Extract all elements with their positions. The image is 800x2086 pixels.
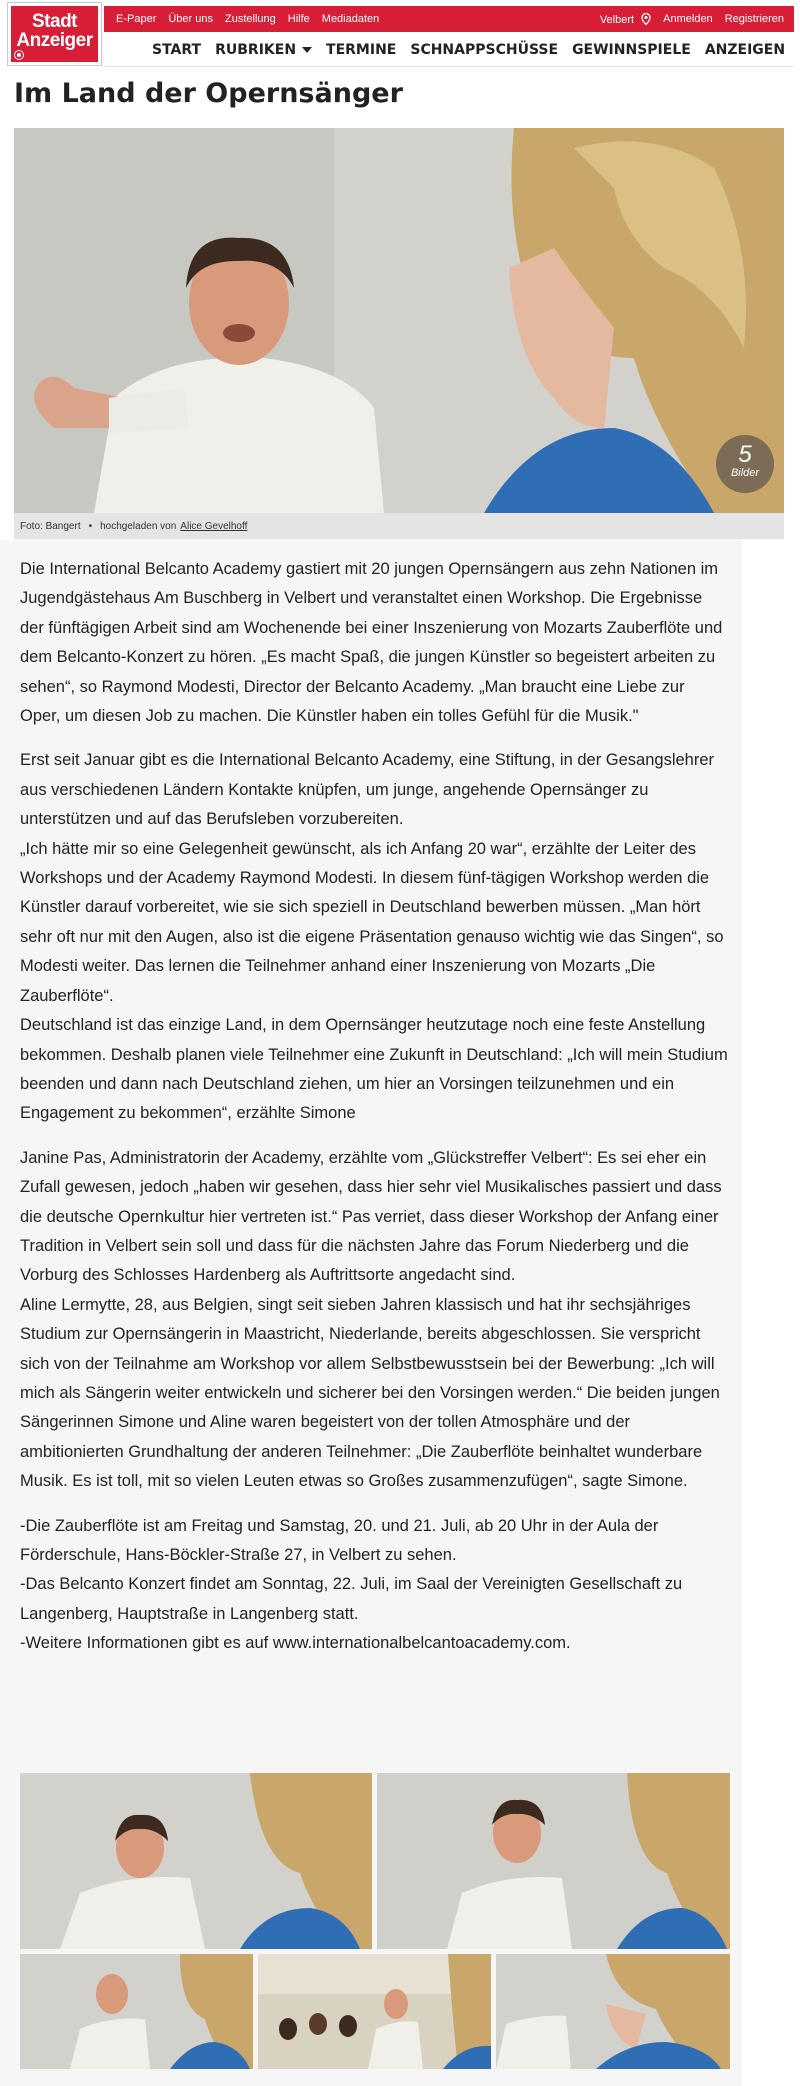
nav-item-schnappschuesse[interactable]: SCHNAPPSCHÜSSE bbox=[410, 41, 559, 58]
login-link[interactable]: Anmelden bbox=[663, 13, 713, 25]
image-caption bbox=[14, 513, 784, 539]
uploader-link[interactable]: Alice Gevelhoff bbox=[180, 520, 248, 532]
article-paragraph-2: Erst seit Januar gibt es die International Belcanto Academy, eine Stiftung, in der Gesangslehrer aus verschiedenen Ländern Kontakte knüpfen, um junge, angehende Opernsänger zu unterstützen und auf das Berufsleben vorzubereiten. „Ich hätte mir so eine Gelegenheit gewünscht, als ich Anfang 20 war“, erzählte der Leiter des Workshops und der Academy Raymond Modesti. In diesem fünf-tägigen Workshop werden die Künstler darauf vorbereitet, wie sie sich speziell in Deutschland bewerben müssen. „Man hört sehr oft nur mit den Augen, also ist die eigene Präsentation genauso wichtig wie das Singen“, so Modesti weiter. Das lernen die Teilnehmer anhand einer Inszenierung von Mozarts „Die Zauberflöte“. Deutschland ist das einzige Land, in dem Opernsänger heutzutage noch eine feste Anstellung bekommen. Deshalb planen viele Teilnehmer eine Zukunft in Deutschland: „Ich will mein Studium beenden und dann nach Deutschland ziehen, um hier an Vorsingen teilzunehmen und ein Engagement zu bekommen“, erzählte Simone bbox=[20, 751, 728, 1123]
gallery-thumb-1[interactable] bbox=[20, 1773, 372, 1949]
article-paragraph-1: Die International Belcanto Academy gastiert mit 20 jungen Opernsängern aus zehn Nationen im Jugendgästehaus Am Buschberg in Velbert und veranstaltet einen Workshop. Die Ergebnisse der fünftägigen Arbeit sind am Wochenende bei einer Inszenierung von Mozarts Zauberflöte und dem Belcanto-Konzert zu hören. „Es macht Spaß, die jungen Künstler so begeistert arbeiten zu sehen“, so Raymond Modesti, Director der Belcanto Academy. „Man braucht eine Liebe zur Oper, um diesen Job zu machen. Die Künstler haben ein tolles Gefühl für die Musik." bbox=[20, 560, 723, 726]
gallery-thumb-5[interactable] bbox=[496, 1954, 730, 2069]
article-paragraph-4: -Die Zauberflöte ist am Freitag und Samstag, 20. und 21. Juli, ab 20 Uhr in der Aula der Förderschule, Hans-Böckler-Straße 27, in Velbert zu sehen. -Das Belcanto Konzert findet am Sonntag, 22. Juli, im Saal der Vereinigten Gesellschaft zu Langenberg, Hauptstraße in Langenberg statt. -Weitere Informationen gibt es auf www.internationalbelcantoacademy.com. bbox=[20, 1516, 683, 1653]
photo-credit: Foto: Bangert bbox=[20, 520, 81, 532]
nav-item-gewinnspiele[interactable]: GEWINNSPIELE bbox=[572, 41, 691, 58]
top-bar-user bbox=[588, 13, 794, 26]
nav-item-rubriken[interactable] bbox=[215, 42, 312, 58]
article-hero-image[interactable] bbox=[14, 128, 784, 513]
site-logo[interactable] bbox=[8, 3, 101, 65]
gallery-thumb-2[interactable] bbox=[377, 1773, 730, 1949]
gallery-photo-4 bbox=[258, 1954, 491, 2069]
caption-separator: • bbox=[88, 520, 93, 532]
nav-item-start[interactable]: START bbox=[152, 41, 202, 58]
location-label: Velbert bbox=[599, 13, 635, 26]
gallery-photo-3 bbox=[20, 1954, 253, 2069]
gallery-photo-1 bbox=[20, 1773, 372, 1949]
gallery-thumb-3[interactable] bbox=[20, 1954, 253, 2069]
register-link[interactable]: Registrieren bbox=[724, 13, 784, 25]
article-body bbox=[0, 540, 742, 1763]
image-count-badge[interactable] bbox=[716, 435, 774, 493]
article-title: Im Land der Opernsänger bbox=[14, 78, 403, 109]
location-pin-icon bbox=[641, 13, 651, 25]
chevron-down-icon bbox=[302, 47, 312, 53]
link-epaper[interactable]: E-Paper bbox=[116, 13, 157, 25]
link-help[interactable]: Hilfe bbox=[287, 13, 310, 25]
link-delivery[interactable]: Zustellung bbox=[225, 13, 276, 25]
link-mediadata[interactable]: Mediadaten bbox=[321, 13, 380, 25]
nav-item-rubriken-label: RUBRIKEN bbox=[215, 41, 297, 58]
gallery-photo-2 bbox=[377, 1773, 730, 1949]
top-bar-links bbox=[104, 13, 379, 25]
hero-photo bbox=[14, 128, 784, 513]
logo-emblem-icon bbox=[14, 50, 24, 60]
image-gallery bbox=[0, 1763, 742, 2086]
image-count: 5 bbox=[738, 441, 752, 468]
logo-line-2: Anzeiger bbox=[16, 30, 93, 51]
main-nav bbox=[104, 33, 794, 67]
link-about[interactable]: Über uns bbox=[168, 13, 213, 25]
nav-item-termine[interactable]: TERMINE bbox=[326, 41, 397, 58]
location-selector[interactable] bbox=[600, 13, 651, 26]
article-paragraph-3: Janine Pas, Administratorin der Academy, erzählte vom „Glückstreffer Velbert“: Es sei eher ein Zufall gewesen, jedoch „haben wir gesehen, dass hier sehr viel Musikalisches passiert und dass die deutsche Opernkultur hier vertreten ist.“ Pas verriet, dass dieser Workshop der Anfang einer Tradition in Velbert sein soll und dass für die nächsten Jahre das Forum Niederberg und die Vorburg des Schlosses Hardenberg als Auftrittsorte angedacht sind. Aline Lermytte, 28, aus Belgien, singt seit sieben Jahren klassisch und hat ihr sechsjähriges Studium zur Opernsängerin in Maastricht, Niederlande, bereits abgeschlossen. Sie verspricht sich von der Teilnahme am Workshop vor allem Selbstbewusstsein bei der Bewerbung: „Ich will mich als Sängerin weiter entwickeln und sicherer bei den Vorsingen werden.“ Die beiden jungen Sängerinnen Simone und Aline waren begeistert von der tollen Atmosphäre und der ambitionierten Grundhaltung der anderen Teilnehmer: „Die Zauberflöte beinhaltet wunderbare Musik. Es ist toll, mit so vielen Leuten etwas so Großes zusammenzufügen“, sagte Simone. bbox=[20, 1148, 722, 1491]
gallery-thumb-4[interactable] bbox=[258, 1954, 491, 2069]
gallery-photo-5 bbox=[496, 1954, 730, 2069]
image-count-label: Bilder bbox=[730, 467, 760, 479]
logo-line-1: Stadt bbox=[32, 11, 77, 32]
uploaded-by-label: hochgeladen von bbox=[100, 520, 177, 532]
nav-item-anzeigen[interactable]: ANZEIGEN bbox=[704, 41, 786, 58]
top-bar bbox=[104, 6, 794, 32]
